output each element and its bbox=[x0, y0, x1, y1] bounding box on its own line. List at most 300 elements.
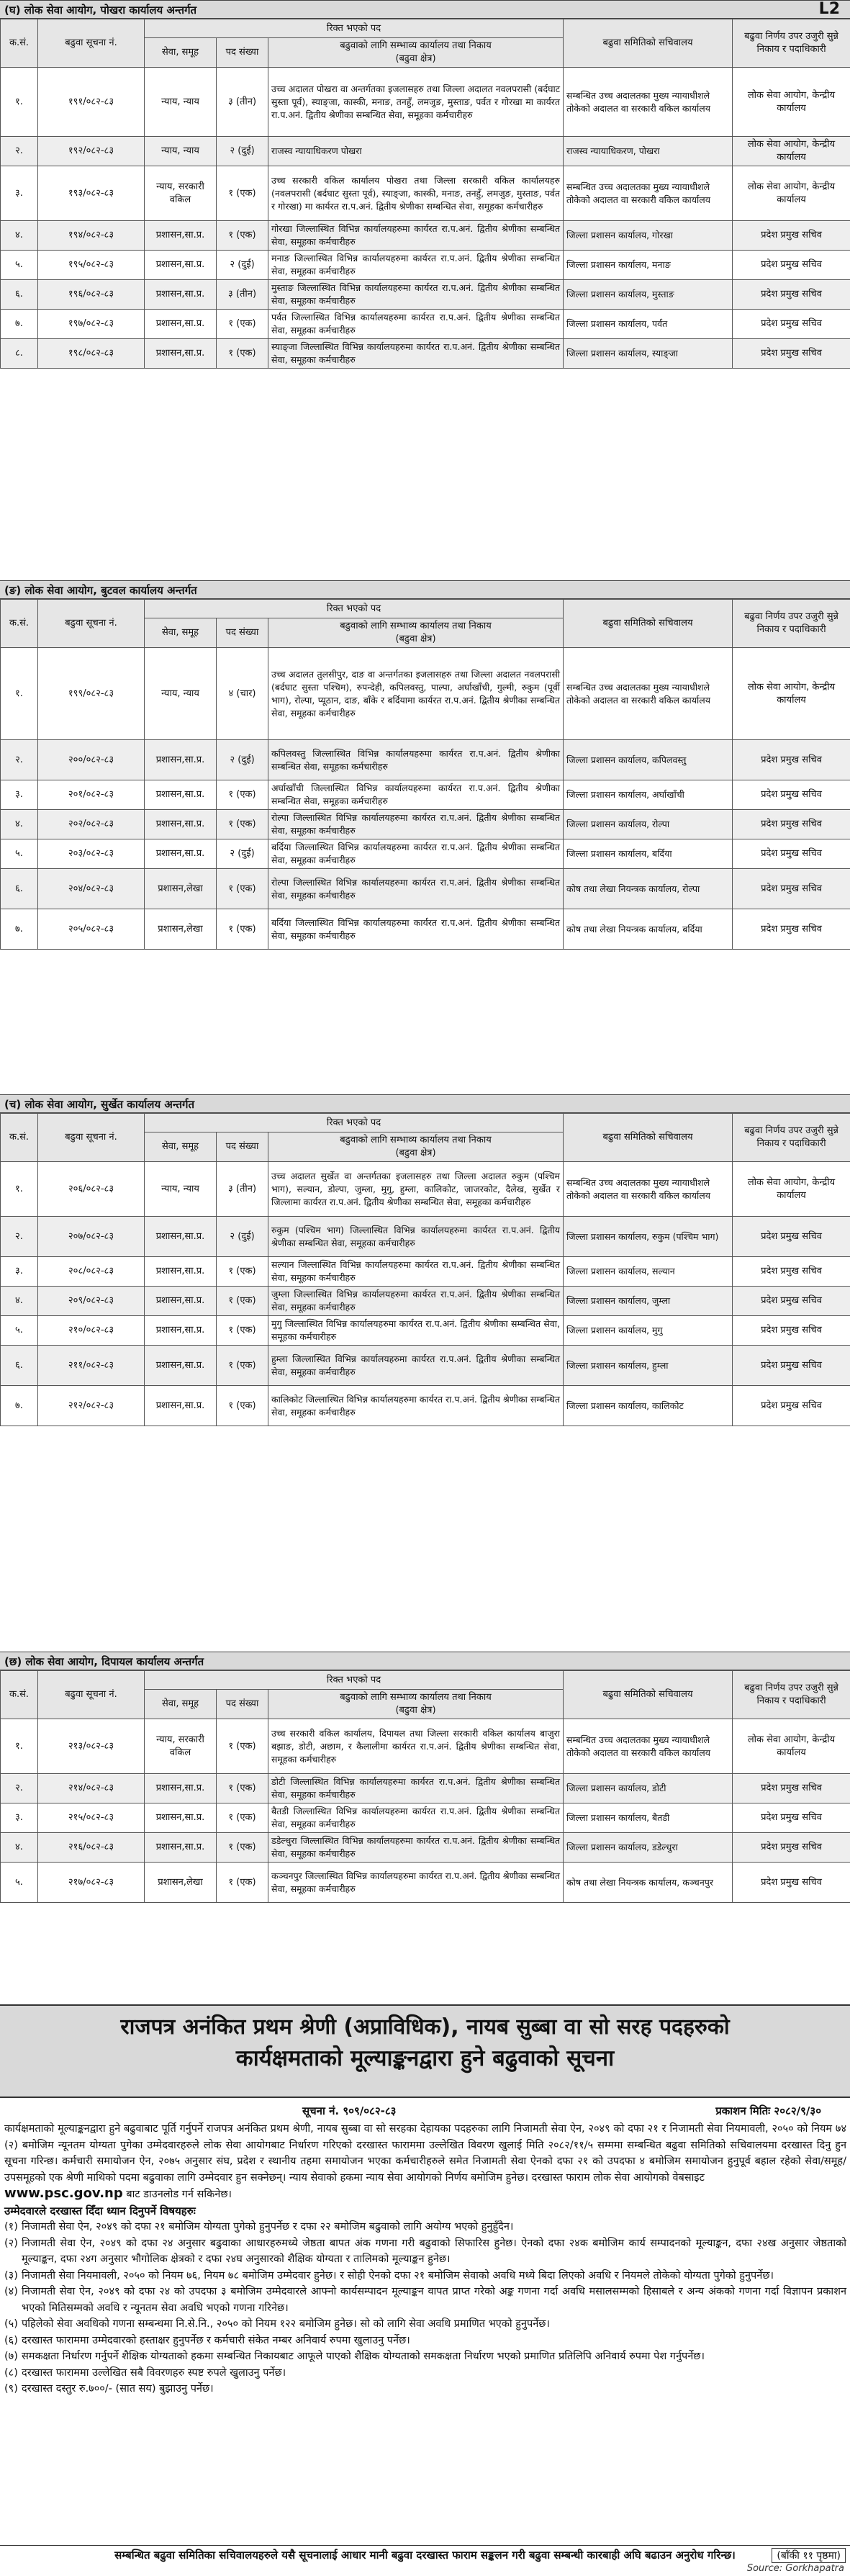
intro-text: कार्यक्षमताको मूल्याङ्कनद्वारा हुने बढुवाबाट पूर्ति गर्नुपर्ने राजपत्र अनंकित प्रथम श्रेणी, नायब सुब्बा वा सो सरहका देहायका पदहरुका लागि निजामती सेवा ऐन, २०४९ को दफा २१ र निजामती सेवा नियमावली, २०५० को नियम ७४ (२) बमोजिम न्यूनतम योग्यता पुगेका उम्मेदवारहरुले लोक सेवा आयोगबाट निर्धारण गरिएको दरखास्त फाराममा उल्लेखित विवरण खुलाई मिति २०८२/११/५ सम्ममा सम्बन्धित बढुवा समितिको सचिवालयमा दरखास्त दिनु हुन सूचना गरिन्छ। कर्मचारी समायोजन ऐन, २०७५ अनुसार संघ, प्रदेश र स्थानीय तहमा समायोजन भएका कर्मचारीहरुले समेत निजामती सेवा ऐनको दफा २१ को उपदफा ४ बमोजिम समायोजन हुनुपूर्व बहाल रहेको सेवा/समूह/उपसमूहको एक श्रेणी माथिको पदमा बढुवाका लागि उम्मेदवार हुन सक्नेछन्। न्याय सेवाको हकमा न्याय सेवा आयोगको निर्णय बमोजिम हुनेछ। दरखास्त फाराम लोक सेवा आयोगको वेबसाइट bbox=[4, 2123, 846, 2184]
instruction-text: दरखास्त दस्तुर रु.७००/- (सात सय) बुझाउनु पर्नेछ। bbox=[22, 2383, 214, 2395]
cell-serial: १. bbox=[1, 1162, 38, 1217]
cell-authority: प्रदेश प्रमुख सचिव bbox=[733, 339, 850, 369]
cell-office: उच्च अदालत तुलसीपुर, दाङ वा अन्तर्गतका इजलासहरु तथा जिल्ला अदालत नवलपरासी (बर्दघाट सुस्ता पश्चिम), रुपन्देही, कपिलवस्तु, पाल्पा, अर्घाखाँची, गुल्मी, रुकुम (पूर्वी भाग), रोल्पा, प्यूठान, दाङ, बाँके र बर्दियामा कार्यरत रा.प.अनं. द्वितीय श्रेणीका सम्बन्धित सेवा, समूहका कर्मचारीहरु bbox=[268, 648, 564, 740]
cell-committee: जिल्ला प्रशासन कार्यालय, सल्यान bbox=[564, 1257, 733, 1287]
cell-authority: प्रदेश प्रमुख सचिव bbox=[733, 740, 850, 780]
cell-authority: प्रदेश प्रमुख सचिव bbox=[733, 1316, 850, 1346]
cell-post-count: १ (एक) bbox=[217, 869, 268, 909]
cell-authority: प्रदेश प्रमुख सचिव bbox=[733, 1774, 850, 1803]
cell-notice-no: २०६/०८२-८३ bbox=[38, 1162, 145, 1217]
cell-post-count: १ (एक) bbox=[217, 1863, 268, 1903]
cell-service-group: प्रशासन,लेखा bbox=[145, 909, 217, 950]
table-row bbox=[1, 648, 850, 740]
cell-service-group: प्रशासन,सा.प्र. bbox=[145, 839, 217, 869]
cell-authority: प्रदेश प्रमुख सचिव bbox=[733, 1346, 850, 1386]
notice-heading-line1: राजपत्र अनंकित प्रथम श्रेणी (अप्राविधिक), नायब सुब्बा वा सो सरह पदहरुको bbox=[120, 2014, 730, 2040]
header-service-group: सेवा, समूह bbox=[145, 38, 217, 68]
header-office bbox=[268, 1690, 564, 1719]
notice-meta bbox=[0, 2101, 850, 2121]
header-office-sub: (बढुवा क्षेत्र) bbox=[395, 53, 436, 64]
header-vacant-post: रिक्त भएको पद bbox=[145, 1114, 564, 1132]
instruction-number: (९) bbox=[4, 2383, 18, 2395]
cell-notice-no: १९५/०८२-८३ bbox=[38, 251, 145, 280]
table-row bbox=[1, 1316, 850, 1346]
cell-serial: ३. bbox=[1, 1803, 38, 1833]
cell-authority: प्रदेश प्रमुख सचिव bbox=[733, 221, 850, 251]
cell-notice-no: २११/०८२-८३ bbox=[38, 1346, 145, 1386]
cell-office: मनाङ जिल्लास्थित विभिन्न कार्यालयहरुमा कार्यरत रा.प.अनं. द्वितीय श्रेणीका सम्बन्धित सेवा, समूहका कर्मचारीहरु bbox=[268, 251, 564, 280]
cell-serial: २. bbox=[1, 1217, 38, 1257]
cell-committee: सम्बन्धित उच्च अदालतका मुख्य न्यायाधीशले तोकेको अदालत वा सरकारी वकिल कार्यालय bbox=[564, 1719, 733, 1774]
cell-notice-no: २०२/०८२-८३ bbox=[38, 810, 145, 839]
table-row bbox=[1, 166, 850, 221]
bottom-request-line bbox=[0, 2545, 850, 2564]
cell-authority: प्रदेश प्रमुख सचिव bbox=[733, 280, 850, 310]
cell-office: उच्च सरकारी वकिल कार्यालय पोखरा तथा जिल्ला सरकारी वकिल कार्यालयहरु (नवलपरासी (बर्दघाट सुस्ता पूर्व), स्याङ्जा, कास्की, मनाङ, तनहुँ, लमजुङ, मुस्ताङ, पर्वत र गोरखा) मा कार्यरत रा.प.अनं. द्वितीय श्रेणीका सम्बन्धित सेवा, समूहका कर्मचारीहरु bbox=[268, 166, 564, 221]
instruction-item bbox=[4, 2219, 846, 2235]
instruction-item bbox=[4, 2348, 846, 2365]
cell-office: बर्दिया जिल्लास्थित विभिन्न कार्यालयहरुमा कार्यरत रा.प.अनं. द्वितीय श्रेणीका सम्बन्धित सेवा, समूहका कर्मचारीहरु bbox=[268, 839, 564, 869]
promotion-table-butwal bbox=[0, 599, 850, 950]
table-row bbox=[1, 1287, 850, 1316]
cell-post-count: १ (एक) bbox=[217, 1719, 268, 1774]
instruction-number: (६) bbox=[4, 2334, 18, 2346]
instruction-number: (७) bbox=[4, 2351, 18, 2362]
cell-post-count: १ (एक) bbox=[217, 1257, 268, 1287]
cell-service-group: न्याय, न्याय bbox=[145, 137, 217, 166]
header-office bbox=[268, 1132, 564, 1162]
table-row bbox=[1, 1386, 850, 1426]
cell-notice-no: २०७/०८२-८३ bbox=[38, 1217, 145, 1257]
cell-committee: कोष तथा लेखा नियन्त्रक कार्यालय, रोल्पा bbox=[564, 869, 733, 909]
cell-authority: प्रदेश प्रमुख सचिव bbox=[733, 1803, 850, 1833]
cell-office: डोटी जिल्लास्थित विभिन्न कार्यालयहरुमा कार्यरत रा.प.अनं. द्वितीय श्रेणीका सम्बन्धित सेवा, समूहका कर्मचारीहरु bbox=[268, 1774, 564, 1803]
cell-serial: ५. bbox=[1, 1316, 38, 1346]
cell-office: रुकुम (पश्चिम भाग) जिल्लास्थित विभिन्न कार्यालयहरुमा कार्यरत रा.प.अनं. द्वितीय श्रेणीका सम्बन्धित सेवा, समूहका कर्मचारीहरु bbox=[268, 1217, 564, 1257]
section-title-surkhet bbox=[0, 1094, 850, 1113]
table-row bbox=[1, 280, 850, 310]
cell-authority: प्रदेश प्रमुख सचिव bbox=[733, 909, 850, 950]
cell-office: उच्च अदालत सुर्खेत वा अन्तर्गतका इजलासहरु तथा जिल्ला अदालत रुकुम (पश्चिम भाग), सल्यान, डोल्पा, जुम्ला, मुगु, हुम्ला, कालिकोट, जाजरकोट, दैलेख, सुर्खेत र जिल्लामा कार्यरत रा.प.अनं. द्वितीय श्रेणीका सम्बन्धित सेवा, समूहका कर्मचारीहरु bbox=[268, 1162, 564, 1217]
cell-service-group: प्रशासन,सा.प्र. bbox=[145, 251, 217, 280]
header-office-text: बढुवाको लागि सम्भाव्य कार्यालय तथा निकाय bbox=[340, 40, 492, 51]
cell-office: डडेल्धुरा जिल्लास्थित विभिन्न कार्यालयहरुमा कार्यरत रा.प.अनं. द्वितीय श्रेणीका सम्बन्धित सेवा, समूहका कर्मचारीहरु bbox=[268, 1833, 564, 1863]
cell-notice-no: २१२/०८२-८३ bbox=[38, 1386, 145, 1426]
header-serial: क.सं. bbox=[1, 19, 38, 68]
instruction-number: (२) bbox=[4, 2237, 18, 2249]
header-vacant-post: रिक्त भएको पद bbox=[145, 1671, 564, 1690]
header-authority: बढुवा निर्णय उपर उजुरी सुन्ने निकाय र पदाधिकारी bbox=[733, 1671, 850, 1719]
cell-committee: सम्बन्धित उच्च अदालतका मुख्य न्यायाधीशले तोकेको अदालत वा सरकारी वकिल कार्यालय bbox=[564, 166, 733, 221]
header-post-count: पद संख्या bbox=[217, 1690, 268, 1719]
cell-committee: जिल्ला प्रशासन कार्यालय, जुम्ला bbox=[564, 1287, 733, 1316]
cell-notice-no: २००/०८२-८३ bbox=[38, 740, 145, 780]
cell-service-group: प्रशासन,सा.प्र. bbox=[145, 1346, 217, 1386]
cell-notice-no: २१०/०८२-८३ bbox=[38, 1316, 145, 1346]
instruction-text: निजामती सेवा नियमावली, २०५० को नियम ७६, नियम ७८ बमोजिम उम्मेदवार हुनेछ। र सोही ऐनको दफा २१ बमोजिम सेवाको अवधि मध्ये बिदा लिएको अवधि र नियमले तोकेको योग्यता पुगेको हुनुपर्नेछ। bbox=[22, 2269, 774, 2282]
cell-post-count: २ (दुई) bbox=[217, 740, 268, 780]
cell-post-count: १ (एक) bbox=[217, 1803, 268, 1833]
instruction-text: दरखास्त फाराममा उल्लेखित सबै विवरणहरु स्पष्ट रुपले खुलाउनु पर्नेछ। bbox=[22, 2366, 286, 2379]
notice-number: सूचना नं. ९०९/०८२-८३ bbox=[302, 2104, 397, 2117]
cell-service-group: प्रशासन,सा.प्र. bbox=[145, 1803, 217, 1833]
cell-committee: जिल्ला प्रशासन कार्यालय, कालिकोट bbox=[564, 1386, 733, 1426]
cell-notice-no: १९९/०८२-८३ bbox=[38, 648, 145, 740]
header-authority: बढुवा निर्णय उपर उजुरी सुन्ने निकाय र पदाधिकारी bbox=[733, 1114, 850, 1162]
header-vacant-post: रिक्त भएको पद bbox=[145, 600, 564, 618]
cell-committee: सम्बन्धित उच्च अदालतका मुख्य न्यायाधीशले तोकेको अदालत वा सरकारी वकिल कार्यालय bbox=[564, 648, 733, 740]
cell-committee: कोष तथा लेखा नियन्त्रक कार्यालय, कञ्चनपुर bbox=[564, 1863, 733, 1903]
cell-notice-no: १९७/०८२-८३ bbox=[38, 310, 145, 339]
cell-service-group: प्रशासन,सा.प्र. bbox=[145, 740, 217, 780]
instruction-number: (१) bbox=[4, 2221, 18, 2233]
cell-serial: ७. bbox=[1, 1386, 38, 1426]
cell-office: पर्वत जिल्लास्थित विभिन्न कार्यालयहरुमा कार्यरत रा.प.अनं. द्वितीय श्रेणीका सम्बन्धित सेवा, समूहका कर्मचारीहरु bbox=[268, 310, 564, 339]
header-service-group: सेवा, समूह bbox=[145, 1690, 217, 1719]
header-office bbox=[268, 38, 564, 68]
header-service-group: सेवा, समूह bbox=[145, 1132, 217, 1162]
cell-authority: प्रदेश प्रमुख सचिव bbox=[733, 810, 850, 839]
cell-post-count: ३ (तीन) bbox=[217, 68, 268, 137]
cell-authority: लोक सेवा आयोग, केन्द्रीय कार्यालय bbox=[733, 1162, 850, 1217]
attention-heading: उम्मेदवारले दरखास्त दिँदा ध्यान दिनुपर्ने विषयहरुः bbox=[4, 2204, 196, 2217]
instruction-text: दरखास्त फाराममा उम्मेदवारको हस्ताक्षर हुनुपर्नेछ र कर्मचारी संकेत नम्बर अनिवार्य रुपमा खुलाउनु पर्नेछ। bbox=[22, 2334, 410, 2346]
cell-notice-no: १९८/०८२-८३ bbox=[38, 339, 145, 369]
cell-notice-no: १९२/०८२-८३ bbox=[38, 137, 145, 166]
cell-office: उच्च अदालत पोखरा वा अन्तर्गतका इजलासहरु तथा जिल्ला अदालत नवलपरासी (बर्दघाट सुस्ता पूर्व), स्याङ्जा, कास्की, मनाङ, तनहुँ, लमजुङ, मुस्ताङ, पर्वत र गोरखा मा कार्यरत रा.प.अनं. द्वितीय श्रेणीका सम्बन्धित सेवा, समूहका कर्मचारीहरु bbox=[268, 68, 564, 137]
cell-serial: ३. bbox=[1, 780, 38, 810]
header-notice-no: बढुवा सूचना नं. bbox=[38, 1671, 145, 1719]
cell-authority: प्रदेश प्रमुख सचिव bbox=[733, 780, 850, 810]
cell-serial: २. bbox=[1, 740, 38, 780]
cell-serial: ५. bbox=[1, 251, 38, 280]
instruction-item bbox=[4, 2284, 846, 2316]
cell-notice-no: २१६/०८२-८३ bbox=[38, 1833, 145, 1863]
cell-committee: जिल्ला प्रशासन कार्यालय, स्याङ्जा bbox=[564, 339, 733, 369]
table-header-row bbox=[1, 1114, 850, 1132]
cell-serial: ६. bbox=[1, 280, 38, 310]
cell-committee: जिल्ला प्रशासन कार्यालय, डडेल्धुरा bbox=[564, 1833, 733, 1863]
cell-service-group: न्याय, न्याय bbox=[145, 68, 217, 137]
header-notice-no: बढुवा सूचना नं. bbox=[38, 19, 145, 68]
table-row bbox=[1, 1803, 850, 1833]
page-label: L2 bbox=[818, 0, 840, 18]
cell-authority: लोक सेवा आयोग, केन्द्रीय कार्यालय bbox=[733, 137, 850, 166]
cell-service-group: प्रशासन,सा.प्र. bbox=[145, 780, 217, 810]
instruction-text: समकक्षता निर्धारण गर्नुपर्ने शैक्षिक योग्यताको हकमा सम्बन्धित निकायबाट आफूले पाएको शैक्षिक योग्यताको समकक्षता निर्धारण भएको प्रमाणित प्रतिलिपि अनिवार्य रुपमा पेश गर्नुपर्नेछ। bbox=[22, 2351, 705, 2362]
cell-authority: प्रदेश प्रमुख सचिव bbox=[733, 1863, 850, 1903]
instruction-number: (५) bbox=[4, 2318, 18, 2330]
instruction-number: (८) bbox=[4, 2366, 18, 2379]
table-row bbox=[1, 251, 850, 280]
cell-serial: १. bbox=[1, 68, 38, 137]
cell-notice-no: २१७/०८२-८३ bbox=[38, 1863, 145, 1903]
cell-office: गोरखा जिल्लास्थित विभिन्न कार्यालयहरुमा कार्यरत रा.प.अनं. द्वितीय श्रेणीका सम्बन्धित सेवा, समूहका कर्मचारीहरु bbox=[268, 221, 564, 251]
cell-service-group: प्रशासन,सा.प्र. bbox=[145, 1287, 217, 1316]
website-tail-text: बाट डाउनलोड गर्न सकिनेछ। bbox=[126, 2189, 232, 2200]
table-row bbox=[1, 68, 850, 137]
instruction-text: निजामती सेवा ऐन, २०४९ को दफा २४ अनुसार बढुवाका आधारहरुमध्ये जेष्ठता बापत अंक गणना गरी बढुवाको सिफारिस हुनेछ। ऐनको दफा २४क बमोजिम कार्य सम्पादनको मूल्याङ्कन, दफा २४ख अनुसार जेष्ठताको मूल्याङ्कन, दफा २४ग अनुसार भौगोलिक क्षेत्रको र दफा २४घ अनुसारको शैक्षिक योग्यता र तालिमको मूल्याङ्कन हुनेछ। bbox=[22, 2237, 846, 2265]
cell-service-group: प्रशासन,लेखा bbox=[145, 1863, 217, 1903]
instruction-text: निजामती सेवा ऐन, २०४९ को दफा २४ को उपदफा ३ बमोजिम उम्मेदवारले आफ्नो कार्यसम्पादन मूल्याङ्कन वापत प्राप्त गरेको अङ्क गणना गर्दा अवधि मसालसम्मको हिसाबले र अन्य अंकको गणना गर्दा विज्ञापन प्रकाशन भएको मितिसम्मको अवधि र न्यूनतम सेवा अवधि भएको गणना गरिनेछ। bbox=[22, 2286, 846, 2314]
instruction-list bbox=[4, 2219, 846, 2397]
cell-post-count: १ (एक) bbox=[217, 221, 268, 251]
cell-office: सल्यान जिल्लास्थित विभिन्न कार्यालयहरुमा कार्यरत रा.प.अनं. द्वितीय श्रेणीका सम्बन्धित सेवा, समूहका कर्मचारीहरु bbox=[268, 1257, 564, 1287]
source-credit: Source: Gorkhapatra bbox=[746, 2563, 844, 2574]
cell-authority: प्रदेश प्रमुख सचिव bbox=[733, 1386, 850, 1426]
header-post-count: पद संख्या bbox=[217, 38, 268, 68]
header-post-count: पद संख्या bbox=[217, 1132, 268, 1162]
cell-committee: राजस्व न्यायाधिकरण, पोखरा bbox=[564, 137, 733, 166]
cell-serial: २. bbox=[1, 137, 38, 166]
table-row bbox=[1, 1162, 850, 1217]
cell-notice-no: २०३/०८२-८३ bbox=[38, 839, 145, 869]
cell-committee: जिल्ला प्रशासन कार्यालय, बैतडी bbox=[564, 1803, 733, 1833]
cell-service-group: प्रशासन,सा.प्र. bbox=[145, 1257, 217, 1287]
cell-post-count: ४ (चार) bbox=[217, 648, 268, 740]
table-row bbox=[1, 740, 850, 780]
cell-notice-no: २०९/०८२-८३ bbox=[38, 1287, 145, 1316]
table-header-row bbox=[1, 1671, 850, 1690]
table-row bbox=[1, 1217, 850, 1257]
section-title-pokhara bbox=[0, 0, 850, 19]
cell-post-count: १ (एक) bbox=[217, 1346, 268, 1386]
cell-notice-no: १९१/०८२-८३ bbox=[38, 68, 145, 137]
cell-committee: जिल्ला प्रशासन कार्यालय, मुगु bbox=[564, 1316, 733, 1346]
cell-committee: जिल्ला प्रशासन कार्यालय, पर्वत bbox=[564, 310, 733, 339]
header-office bbox=[268, 618, 564, 648]
instruction-number: (४) bbox=[4, 2286, 18, 2297]
cell-post-count: १ (एक) bbox=[217, 780, 268, 810]
promotion-table-surkhet bbox=[0, 1113, 850, 1426]
cell-office: राजस्व न्यायाधिकरण पोखरा bbox=[268, 137, 564, 166]
cell-serial: १. bbox=[1, 1719, 38, 1774]
header-office-sub: (बढुवा क्षेत्र) bbox=[395, 1148, 436, 1158]
header-serial: क.सं. bbox=[1, 600, 38, 648]
continued-page-note: (बाँकी ११ पृष्ठमा) bbox=[772, 2548, 846, 2563]
cell-notice-no: २०४/०८२-८३ bbox=[38, 869, 145, 909]
cell-office: बर्दिया जिल्लास्थित विभिन्न कार्यालयहरुमा कार्यरत रा.प.अनं. द्वितीय श्रेणीका सम्बन्धित सेवा, समूहका कर्मचारीहरु bbox=[268, 909, 564, 950]
cell-serial: ७. bbox=[1, 310, 38, 339]
instruction-item bbox=[4, 2235, 846, 2268]
cell-office: कपिलवस्तु जिल्लास्थित विभिन्न कार्यालयहरुमा कार्यरत रा.प.अनं. द्वितीय श्रेणीका सम्बन्धित सेवा, समूहका कर्मचारीहरु bbox=[268, 740, 564, 780]
cell-office: हुम्ला जिल्लास्थित विभिन्न कार्यालयहरुमा कार्यरत रा.प.अनं. द्वितीय श्रेणीका सम्बन्धित सेवा, समूहका कर्मचारीहरु bbox=[268, 1346, 564, 1386]
cell-post-count: १ (एक) bbox=[217, 166, 268, 221]
table-row bbox=[1, 869, 850, 909]
cell-serial: २. bbox=[1, 1774, 38, 1803]
table-row bbox=[1, 810, 850, 839]
cell-office: अर्घाखाँची जिल्लास्थित विभिन्न कार्यालयहरुमा कार्यरत रा.प.अनं. द्वितीय श्रेणीका सम्बन्धित सेवा, समूहका कर्मचारीहरु bbox=[268, 780, 564, 810]
header-serial: क.सं. bbox=[1, 1671, 38, 1719]
cell-post-count: १ (एक) bbox=[217, 810, 268, 839]
table-row bbox=[1, 909, 850, 950]
cell-notice-no: २१४/०८२-८३ bbox=[38, 1774, 145, 1803]
header-notice-no: बढुवा सूचना नं. bbox=[38, 600, 145, 648]
cell-authority: लोक सेवा आयोग, केन्द्रीय कार्यालय bbox=[733, 648, 850, 740]
cell-office: जुम्ला जिल्लास्थित विभिन्न कार्यालयहरुमा कार्यरत रा.प.अनं. द्वितीय श्रेणीका सम्बन्धित सेवा, समूहका कर्मचारीहरु bbox=[268, 1287, 564, 1316]
cell-committee: जिल्ला प्रशासन कार्यालय, मुस्ताङ bbox=[564, 280, 733, 310]
table-row bbox=[1, 339, 850, 369]
notice-heading-line2: कार्यक्षमताको मूल्याङ्कनद्वारा हुने बढुवाको सूचना bbox=[235, 2045, 615, 2071]
psc-website-link[interactable]: www.psc.gov.np bbox=[4, 2186, 123, 2201]
cell-committee: कोष तथा लेखा नियन्त्रक कार्यालय, बर्दिया bbox=[564, 909, 733, 950]
table-row bbox=[1, 839, 850, 869]
table-row bbox=[1, 1833, 850, 1863]
cell-committee: सम्बन्धित उच्च अदालतका मुख्य न्यायाधीशले तोकेको अदालत वा सरकारी वकिल कार्यालय bbox=[564, 1162, 733, 1217]
header-notice-no: बढुवा सूचना नं. bbox=[38, 1114, 145, 1162]
cell-committee: जिल्ला प्रशासन कार्यालय, अर्घाखाँची bbox=[564, 780, 733, 810]
publish-date: प्रकाशन मितिः २०८२/९/३० bbox=[715, 2104, 821, 2117]
cell-committee: जिल्ला प्रशासन कार्यालय, हुम्ला bbox=[564, 1346, 733, 1386]
header-committee: बढुवा समितिको सचिवालय bbox=[564, 1671, 733, 1719]
cell-authority: प्रदेश प्रमुख सचिव bbox=[733, 869, 850, 909]
header-committee: बढुवा समितिको सचिवालय bbox=[564, 600, 733, 648]
cell-authority: प्रदेश प्रमुख सचिव bbox=[733, 1287, 850, 1316]
cell-committee: जिल्ला प्रशासन कार्यालय, कपिलवस्तु bbox=[564, 740, 733, 780]
cell-service-group: प्रशासन,सा.प्र. bbox=[145, 310, 217, 339]
cell-post-count: २ (दुई) bbox=[217, 251, 268, 280]
notice-body bbox=[4, 2121, 846, 2397]
website-line bbox=[4, 2186, 846, 2203]
cell-notice-no: २०८/०८२-८३ bbox=[38, 1257, 145, 1287]
cell-office: कञ्चनपुर जिल्लास्थित विभिन्न कार्यालयहरुमा कार्यरत रा.प.अनं. द्वितीय श्रेणीका सम्बन्धित सेवा, समूहका कर्मचारीहरु bbox=[268, 1863, 564, 1903]
section-title-text: (ङ) लोक सेवा आयोग, बुटवल कार्यालय अन्तर्गत bbox=[4, 584, 197, 597]
table-row bbox=[1, 1719, 850, 1774]
cell-committee: जिल्ला प्रशासन कार्यालय, डोटी bbox=[564, 1774, 733, 1803]
cell-office: मुगु जिल्लास्थित विभिन्न कार्यालयहरुमा कार्यरत रा.प.अनं. द्वितीय श्रेणीका सम्बन्धित सेवा, समूहका कर्मचारीहरु bbox=[268, 1316, 564, 1346]
cell-notice-no: २०१/०८२-८३ bbox=[38, 780, 145, 810]
cell-serial: ४. bbox=[1, 1287, 38, 1316]
cell-service-group: न्याय, सरकारी वकिल bbox=[145, 1719, 217, 1774]
instruction-item bbox=[4, 2365, 846, 2382]
section-title-text: (घ) लोक सेवा आयोग, पोखरा कार्यालय अन्तर्गत bbox=[4, 4, 197, 17]
header-office-sub: (बढुवा क्षेत्र) bbox=[395, 634, 436, 644]
table-row bbox=[1, 780, 850, 810]
cell-notice-no: २१३/०८२-८३ bbox=[38, 1719, 145, 1774]
cell-committee: सम्बन्धित उच्च अदालतका मुख्य न्यायाधीशले तोकेको अदालत वा सरकारी वकिल कार्यालय bbox=[564, 68, 733, 137]
cell-post-count: १ (एक) bbox=[217, 1774, 268, 1803]
cell-notice-no: १९३/०८२-८३ bbox=[38, 166, 145, 221]
promotion-table-pokhara bbox=[0, 19, 850, 369]
header-serial: क.सं. bbox=[1, 1114, 38, 1162]
cell-post-count: १ (एक) bbox=[217, 1833, 268, 1863]
cell-authority: प्रदेश प्रमुख सचिव bbox=[733, 839, 850, 869]
instruction-text: निजामती सेवा ऐन, २०४९ को दफा २१ बमोजिम योग्यता पुगेको हुनुपर्नेछ र दफा २२ बमोजिम बढुवाको लागि अयोग्य भएको हुनुहुँदैन। bbox=[22, 2221, 514, 2233]
cell-serial: ४. bbox=[1, 1833, 38, 1863]
cell-post-count: १ (एक) bbox=[217, 1316, 268, 1346]
cell-authority: लोक सेवा आयोग, केन्द्रीय कार्यालय bbox=[733, 68, 850, 137]
cell-notice-no: २१५/०८२-८३ bbox=[38, 1803, 145, 1833]
cell-service-group: न्याय, न्याय bbox=[145, 648, 217, 740]
header-office-text: बढुवाको लागि सम्भाव्य कार्यालय तथा निकाय bbox=[340, 1692, 492, 1703]
header-post-count: पद संख्या bbox=[217, 618, 268, 648]
section-title-text: (छ) लोक सेवा आयोग, दिपायल कार्यालय अन्तर्गत bbox=[4, 1655, 204, 1668]
header-committee: बढुवा समितिको सचिवालय bbox=[564, 19, 733, 68]
cell-committee: जिल्ला प्रशासन कार्यालय, बर्दिया bbox=[564, 839, 733, 869]
cell-post-count: १ (एक) bbox=[217, 1287, 268, 1316]
cell-serial: ६. bbox=[1, 869, 38, 909]
section-title-text: (च) लोक सेवा आयोग, सुर्खेत कार्यालय अन्तर्गत bbox=[4, 1098, 195, 1111]
cell-service-group: प्रशासन,लेखा bbox=[145, 869, 217, 909]
cell-authority: प्रदेश प्रमुख सचिव bbox=[733, 310, 850, 339]
cell-serial: ५. bbox=[1, 1863, 38, 1903]
cell-post-count: १ (एक) bbox=[217, 339, 268, 369]
cell-serial: ३. bbox=[1, 1257, 38, 1287]
section-title-butwal bbox=[0, 580, 850, 599]
cell-committee: जिल्ला प्रशासन कार्यालय, मनाङ bbox=[564, 251, 733, 280]
table-row bbox=[1, 1863, 850, 1903]
table-row bbox=[1, 1257, 850, 1287]
cell-serial: ६. bbox=[1, 1346, 38, 1386]
cell-committee: जिल्ला प्रशासन कार्यालय, गोरखा bbox=[564, 221, 733, 251]
cell-service-group: प्रशासन,सा.प्र. bbox=[145, 1316, 217, 1346]
cell-service-group: प्रशासन,सा.प्र. bbox=[145, 221, 217, 251]
instruction-item bbox=[4, 2333, 846, 2349]
cell-office: रोल्पा जिल्लास्थित विभिन्न कार्यालयहरुमा कार्यरत रा.प.अनं. द्वितीय श्रेणीका सम्बन्धित सेवा, समूहका कर्मचारीहरु bbox=[268, 810, 564, 839]
cell-serial: १. bbox=[1, 648, 38, 740]
cell-notice-no: १९६/०८२-८३ bbox=[38, 280, 145, 310]
cell-post-count: २ (दुई) bbox=[217, 137, 268, 166]
header-office-text: बढुवाको लागि सम्भाव्य कार्यालय तथा निकाय bbox=[340, 621, 492, 631]
cell-serial: ४. bbox=[1, 221, 38, 251]
instruction-item bbox=[4, 2268, 846, 2284]
table-header-row bbox=[1, 19, 850, 38]
header-service-group: सेवा, समूह bbox=[145, 618, 217, 648]
cell-serial: ३. bbox=[1, 166, 38, 221]
cell-office: कालिकोट जिल्लास्थित विभिन्न कार्यालयहरुमा कार्यरत रा.प.अनं. द्वितीय श्रेणीका सम्बन्धित सेवा, समूहका कर्मचारीहरु bbox=[268, 1386, 564, 1426]
cell-office: बैतडी जिल्लास्थित विभिन्न कार्यालयहरुमा कार्यरत रा.प.अनं. द्वितीय श्रेणीका सम्बन्धित सेवा, समूहका कर्मचारीहरु bbox=[268, 1803, 564, 1833]
cell-office: उच्च सरकारी वकिल कार्यालय, दिपायल तथा जिल्ला सरकारी वकिल कार्यालय बाजुरा बझाङ, डोटी, अछाम, र कैलालीमा कार्यरत रा.प.अनं. द्वितीय श्रेणीका सम्बन्धित सेवा, समूहका कर्मचारीहरु bbox=[268, 1719, 564, 1774]
notice-intro bbox=[4, 2121, 846, 2186]
cell-post-count: २ (दुई) bbox=[217, 839, 268, 869]
cell-serial: ४. bbox=[1, 810, 38, 839]
instruction-item bbox=[4, 2381, 846, 2397]
header-committee: बढुवा समितिको सचिवालय bbox=[564, 1114, 733, 1162]
cell-authority: लोक सेवा आयोग, केन्द्रीय कार्यालय bbox=[733, 166, 850, 221]
cell-post-count: २ (दुई) bbox=[217, 1217, 268, 1257]
cell-service-group: प्रशासन,सा.प्र. bbox=[145, 1833, 217, 1863]
cell-office: रोल्पा जिल्लास्थित विभिन्न कार्यालयहरुमा कार्यरत रा.प.अनं. द्वितीय श्रेणीका सम्बन्धित सेवा, समूहका कर्मचारीहरु bbox=[268, 869, 564, 909]
cell-serial: ७. bbox=[1, 909, 38, 950]
header-vacant-post: रिक्त भएको पद bbox=[145, 19, 564, 38]
section-title-dipayal bbox=[0, 1652, 850, 1670]
cell-office: मुस्ताङ जिल्लास्थित विभिन्न कार्यालयहरुमा कार्यरत रा.प.अनं. द्वितीय श्रेणीका सम्बन्धित सेवा, समूहका कर्मचारीहरु bbox=[268, 280, 564, 310]
cell-post-count: १ (एक) bbox=[217, 1386, 268, 1426]
header-authority: बढुवा निर्णय उपर उजुरी सुन्ने निकाय र पदाधिकारी bbox=[733, 600, 850, 648]
table-row bbox=[1, 137, 850, 166]
cell-authority: प्रदेश प्रमुख सचिव bbox=[733, 1833, 850, 1863]
instruction-number: (३) bbox=[4, 2269, 18, 2282]
cell-service-group: न्याय, सरकारी वकिल bbox=[145, 166, 217, 221]
cell-post-count: १ (एक) bbox=[217, 310, 268, 339]
header-office-text: बढुवाको लागि सम्भाव्य कार्यालय तथा निकाय bbox=[340, 1135, 492, 1145]
table-row bbox=[1, 221, 850, 251]
table-header-row bbox=[1, 600, 850, 618]
table-row bbox=[1, 310, 850, 339]
header-office-sub: (बढुवा क्षेत्र) bbox=[395, 1705, 436, 1716]
notice-heading bbox=[0, 2004, 850, 2098]
header-authority: बढुवा निर्णय उपर उजुरी सुन्ने निकाय र पदाधिकारी bbox=[733, 19, 850, 68]
cell-office: स्याङ्जा जिल्लास्थित विभिन्न कार्यालयहरुमा कार्यरत रा.प.अनं. द्वितीय श्रेणीका सम्बन्धित सेवा, समूहका कर्मचारीहरु bbox=[268, 339, 564, 369]
cell-serial: ८. bbox=[1, 339, 38, 369]
cell-authority: प्रदेश प्रमुख सचिव bbox=[733, 1257, 850, 1287]
table-row bbox=[1, 1774, 850, 1803]
cell-service-group: प्रशासन,सा.प्र. bbox=[145, 1217, 217, 1257]
instruction-item bbox=[4, 2316, 846, 2333]
cell-serial: ५. bbox=[1, 839, 38, 869]
table-row bbox=[1, 1346, 850, 1386]
cell-service-group: प्रशासन,सा.प्र. bbox=[145, 280, 217, 310]
